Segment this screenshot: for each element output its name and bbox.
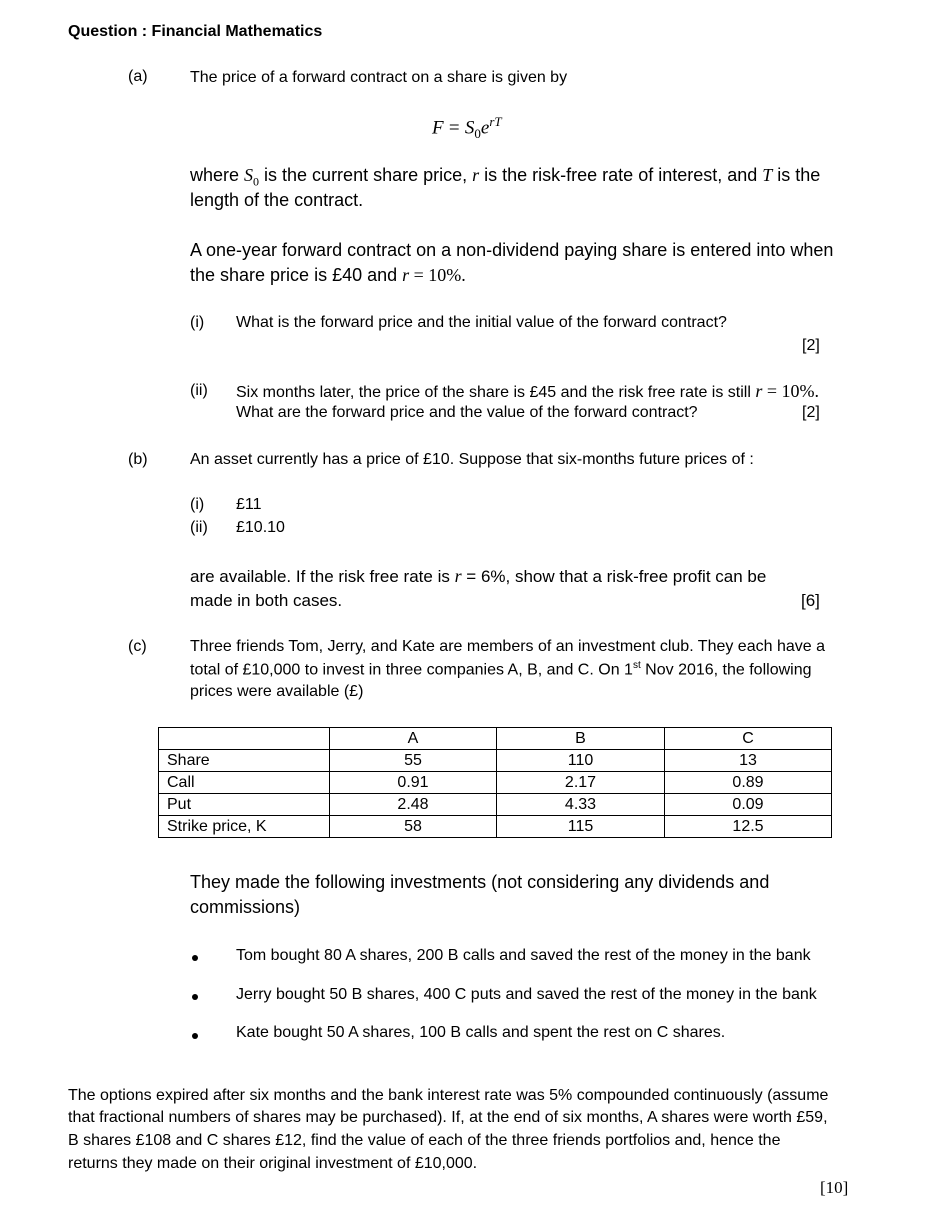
sub-a-ii-marks: [2] xyxy=(802,404,820,421)
table-header-cell: B xyxy=(497,728,665,750)
table-cell: 13 xyxy=(665,750,832,772)
table-cell: Put xyxy=(159,794,330,816)
formula-exponent: rT xyxy=(489,114,502,129)
sub-a-i-marks: [2] xyxy=(802,337,820,354)
formula-e: e xyxy=(480,117,490,139)
sub-a-i-label: (i) xyxy=(190,314,205,331)
where-line-2: length of the contract. xyxy=(190,190,364,210)
bullet-icon xyxy=(192,955,198,961)
table-cell: 2.48 xyxy=(330,794,497,816)
part-b-label: (b) xyxy=(128,451,148,468)
table-row xyxy=(159,794,832,816)
part-b-option-i-label: (i) xyxy=(190,496,205,513)
sub-a-ii-text-1: Six months later, the price of the share is £45 and the risk free rate is still xyxy=(236,384,756,401)
where-line-1 xyxy=(190,165,820,190)
table-cell: Call xyxy=(159,772,330,794)
sub-a-ii-r: r xyxy=(755,381,763,401)
part-b-text-2: = 6%, show that a risk-free profit can be xyxy=(461,567,767,586)
table-cell: Strike price, K xyxy=(159,816,330,838)
setup-r: r xyxy=(402,265,410,285)
price-table xyxy=(158,727,832,838)
part-a-intro: The price of a forward contract on a share is given by xyxy=(190,69,568,86)
where-r: r xyxy=(472,165,480,185)
forward-price-formula xyxy=(432,114,502,142)
part-a-label: (a) xyxy=(128,68,148,85)
sub-a-ii-rate: = 10%. xyxy=(762,381,820,401)
table-cell: 0.09 xyxy=(665,794,832,816)
part-c-label: (c) xyxy=(128,638,147,655)
closing-marks: [10] xyxy=(820,1178,849,1197)
part-b-line-2: made in both cases. xyxy=(190,591,343,610)
table-header-cell: A xyxy=(330,728,497,750)
sub-a-ii-label: (ii) xyxy=(190,382,208,399)
table-cell: 4.33 xyxy=(497,794,665,816)
setup-line-2 xyxy=(190,265,466,286)
part-b-text-1: are available. If the risk free rate is xyxy=(190,567,455,586)
part-c-sup: st xyxy=(632,660,641,671)
bullet-icon xyxy=(192,994,198,1000)
part-c-line-2 xyxy=(190,660,812,679)
where-t: T xyxy=(762,165,773,185)
table-cell: 55 xyxy=(330,750,497,772)
part-b-intro: An asset currently has a price of £10. Suppose that six-months future prices of : xyxy=(190,451,754,468)
part-b-option-ii-label: (ii) xyxy=(190,519,208,536)
setup-line-1: A one-year forward contract on a non-dividend paying share is entered into when xyxy=(190,240,834,260)
formula-s: S xyxy=(464,117,475,139)
sub-a-ii-line-2: What are the forward price and the value of the forward contract? xyxy=(236,404,698,421)
investments-line-1: They made the following investments (not considering any dividends and xyxy=(190,872,770,892)
table-cell: 110 xyxy=(497,750,665,772)
setup-rate: = 10%. xyxy=(409,265,466,285)
investments-line-2: commissions) xyxy=(190,897,301,917)
part-b-option-ii-value: £10.10 xyxy=(236,519,285,536)
table-cell: 12.5 xyxy=(665,816,832,838)
page-title: Question : Financial Mathematics xyxy=(68,23,323,40)
formula-equals: = xyxy=(448,117,460,139)
table-cell: 0.91 xyxy=(330,772,497,794)
part-c-line-1: Three friends Tom, Jerry, and Kate are members of an investment club. They each have a xyxy=(190,638,825,655)
table-header-cell xyxy=(159,728,330,750)
where-text-1: where xyxy=(190,165,245,185)
setup-text: the share price is £40 and xyxy=(190,265,403,285)
closing-line-2: that fractional numbers of shares may be purchased). If, at the end of six months, A shares were worth £59, xyxy=(68,1109,828,1126)
part-c-line-3: prices were available (£) xyxy=(190,683,364,700)
list-item-kate: Kate bought 50 A shares, 100 B calls and spent the rest on C shares. xyxy=(236,1024,726,1041)
closing-line-3: B shares £108 and C shares £12, find the value of each of the three friends portfolios and, hence the xyxy=(68,1132,781,1149)
table-cell: Share xyxy=(159,750,330,772)
table-row xyxy=(159,816,832,838)
where-text-2: is the current share price, xyxy=(259,165,473,185)
table-row xyxy=(159,750,832,772)
sub-a-ii-line-1 xyxy=(236,381,819,402)
bullet-icon xyxy=(192,1033,198,1039)
where-s: S xyxy=(244,165,254,185)
where-s-sub: 0 xyxy=(253,174,260,189)
table-header-cell: C xyxy=(665,728,832,750)
list-item-jerry: Jerry bought 50 B shares, 400 C puts and saved the rest of the money in the bank xyxy=(236,986,817,1003)
formula-s-sub: 0 xyxy=(474,126,481,142)
table-row xyxy=(159,772,832,794)
list-item-tom: Tom bought 80 A shares, 200 B calls and saved the rest of the money in the bank xyxy=(236,947,811,964)
table-cell: 115 xyxy=(497,816,665,838)
table-header-row xyxy=(159,728,832,750)
closing-line-4: returns they made on their original investment of £10,000. xyxy=(68,1155,478,1172)
formula-f: F xyxy=(432,117,444,139)
part-b-marks: [6] xyxy=(801,591,820,610)
part-c-text-2b: Nov 2016, the following xyxy=(640,661,812,679)
part-b-option-i-value: £11 xyxy=(236,496,262,513)
where-text-4: is the xyxy=(772,165,821,185)
part-b-line-1 xyxy=(190,566,766,587)
sub-a-i-text: What is the forward price and the initial value of the forward contract? xyxy=(236,314,727,331)
table-cell: 0.89 xyxy=(665,772,832,794)
table-cell: 58 xyxy=(330,816,497,838)
part-c-text-2a: total of £10,000 to invest in three companies A, B, and C. On 1 xyxy=(190,661,633,679)
where-text-3: is the risk-free rate of interest, and xyxy=(479,165,763,185)
table-cell: 2.17 xyxy=(497,772,665,794)
part-b-r: r xyxy=(454,566,462,586)
closing-line-1: The options expired after six months and the bank interest rate was 5% compounded continuously (assume xyxy=(68,1087,829,1104)
